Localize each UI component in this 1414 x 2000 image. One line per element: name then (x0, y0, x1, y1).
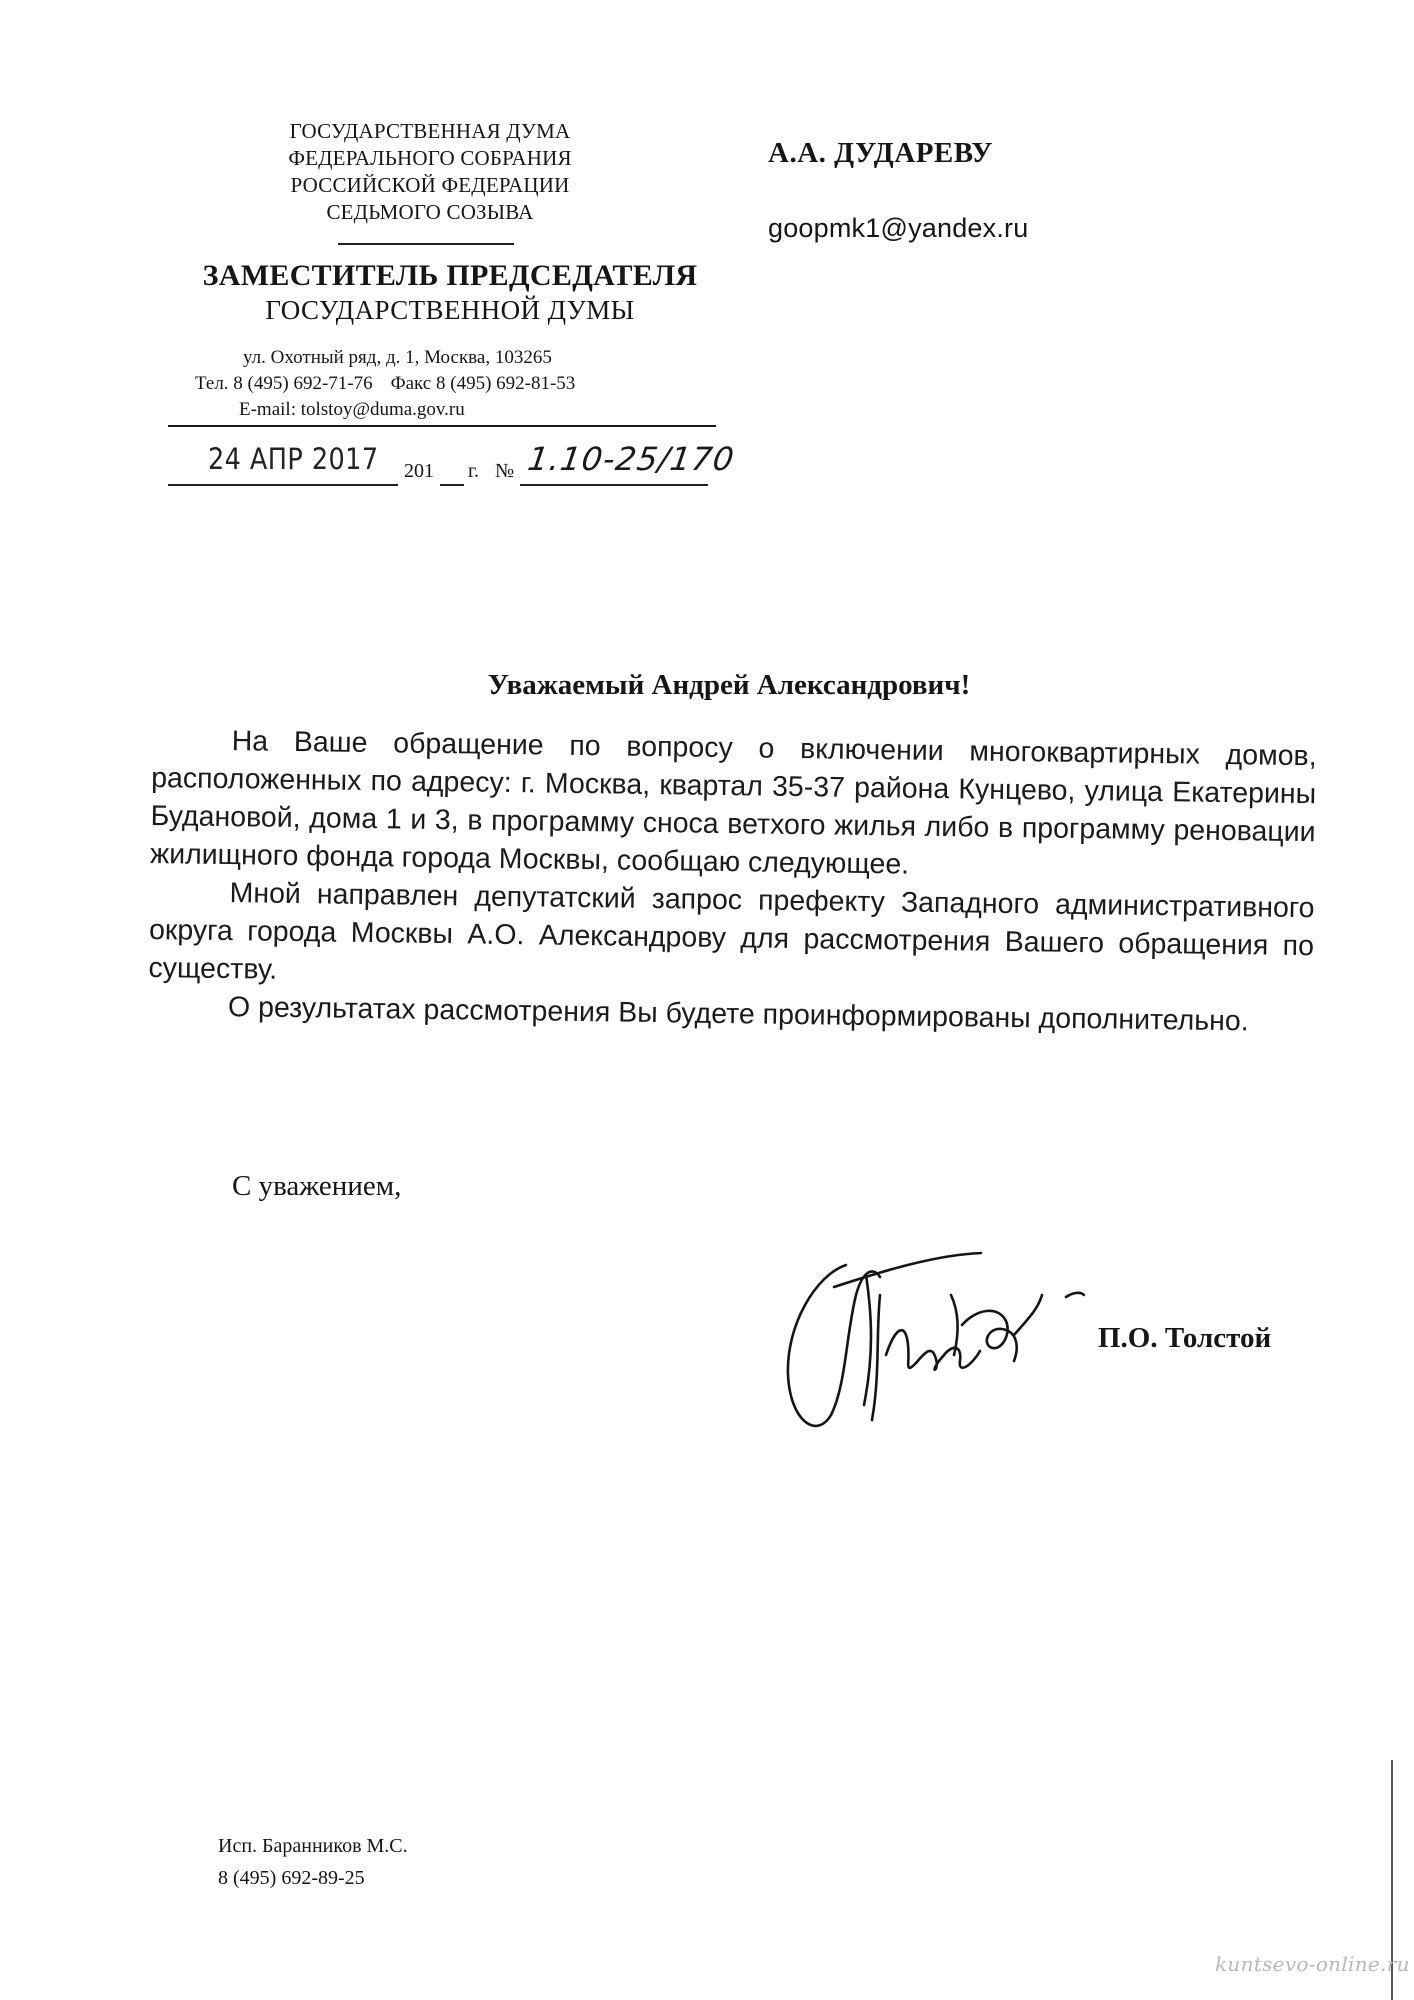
executor-phone: 8 (495) 692-89-25 (218, 1867, 365, 1889)
handwritten-signature (776, 1235, 1096, 1445)
date-stamp: 24 АПР 2017 (208, 442, 379, 476)
year-prefix: 201 (404, 460, 434, 482)
fax-number: Факс 8 (495) 692-81-53 (390, 373, 576, 394)
paragraph-2: Мной направлен депутатский запрос префекту Западного административного округа города Москвы А.О. Александрову для рассмотрения Вашего обращения по существу. (148, 877, 1315, 986)
contact-block (195, 345, 715, 423)
year-underline (440, 484, 464, 486)
letter-body (148, 721, 1317, 1041)
salutation: Уважаемый Андрей Александрович! (487, 669, 971, 701)
contact-email: E-mail: tolstoy@duma.gov.ru (239, 399, 465, 420)
date-underline (168, 484, 398, 486)
organization-header (240, 118, 620, 226)
org-divider (338, 243, 514, 245)
position-title: ЗАМЕСТИТЕЛЬ ПРЕДСЕДАТЕЛЯ (202, 259, 698, 292)
position-header (180, 258, 720, 326)
signer-name: П.О. Толстой (1098, 1322, 1272, 1354)
position-subtitle: ГОСУДАРСТВЕННОЙ ДУМЫ (265, 295, 635, 325)
phone-fax-line (195, 371, 715, 397)
org-line-1: ГОСУДАРСТВЕННАЯ ДУМА (289, 119, 571, 143)
org-line-4: СЕДЬМОГО СОЗЫВА (326, 200, 534, 224)
executor-name: Исп. Баранников М.С. (218, 1835, 408, 1857)
paragraph-3: О результатах рассмотрения Вы будете проинформированы дополнительно. (227, 991, 1249, 1038)
org-line-3: РОССИЙСКОЙ ФЕДЕРАЦИИ (290, 173, 570, 197)
paragraph-1: На Ваше обращение по вопросу о включении многоквартирных домов, расположенных по адресу: г. Москва, квартал 35-37 района Кунцево, улица Екатерины Будановой, дома 1 и 3, в программу сноса ветхого жилья либо в программу реновации жилищного фонда города Москвы, сообщаю следующее. (149, 725, 1317, 881)
registration-number: 1.10-25/170 (525, 440, 738, 478)
closing: С уважением, (232, 1170, 402, 1202)
number-sign: № (495, 460, 515, 482)
org-line-2: ФЕДЕРАЛЬНОГО СОБРАНИЯ (288, 146, 572, 170)
letterhead-divider (168, 425, 716, 427)
site-watermark: kuntsevo-online.ru (1215, 1952, 1410, 1976)
postal-address: ул. Охотный ряд, д. 1, Москва, 103265 (243, 347, 552, 368)
number-underline (520, 484, 708, 486)
phone-number: Тел. 8 (495) 692-71-76 (195, 373, 373, 394)
addressee-name: А.А. ДУДАРЕВУ (768, 137, 994, 169)
year-suffix: г. (468, 460, 479, 482)
addressee-email: goopmk1@yandex.ru (768, 213, 1029, 243)
executor-block (218, 1830, 408, 1894)
